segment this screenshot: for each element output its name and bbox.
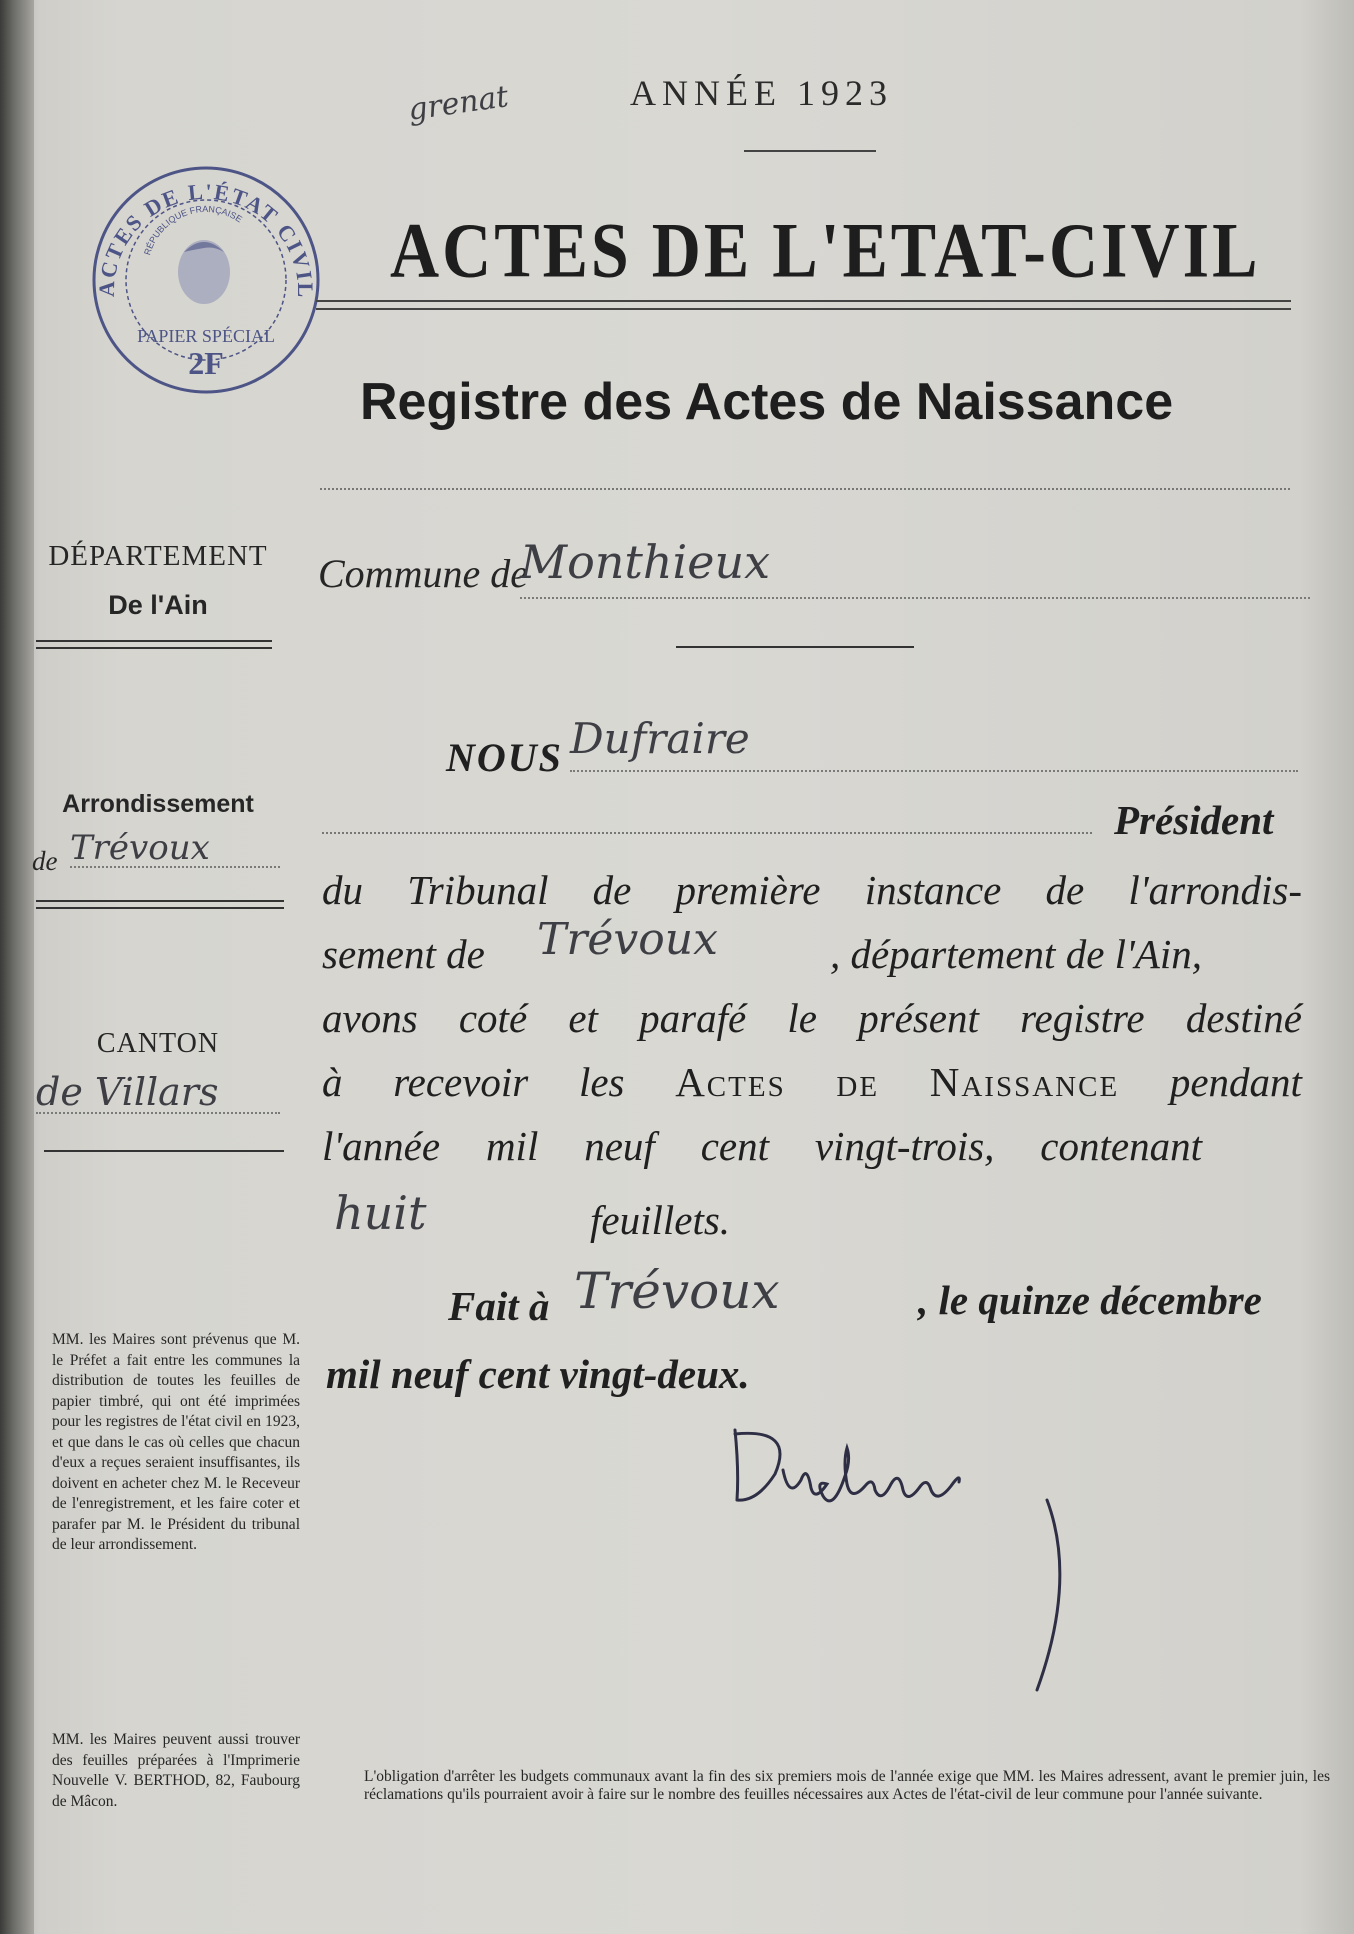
word: première	[675, 867, 821, 913]
word: avons	[322, 995, 418, 1041]
canton-field: de Villars	[36, 1070, 280, 1114]
department-value: De l'Ain	[108, 590, 208, 620]
page-title: ACTES DE L'ETAT-CIVIL	[390, 206, 1261, 294]
word: neuf	[584, 1123, 655, 1169]
word: Actes	[675, 1059, 786, 1105]
word: contenant	[1040, 1123, 1202, 1169]
word: registre	[1020, 995, 1145, 1041]
commune-label: Commune de	[318, 551, 528, 596]
president-signature	[725, 1420, 1085, 1700]
year-heading: ANNÉE 1923	[630, 73, 893, 113]
stamp-label: PAPIER SPÉCIAL	[137, 326, 275, 346]
arrondissement-rule	[36, 900, 284, 909]
word: du	[322, 867, 363, 913]
subtitle-dotted-rule	[320, 488, 1290, 490]
text-line-recevoir	[322, 1058, 1302, 1106]
feuillets-text: feuillets.	[590, 1197, 731, 1243]
date-year-text: mil neuf cent vingt-deux.	[326, 1351, 750, 1397]
place-handwritten: Trévoux	[574, 1262, 780, 1320]
word: vingt-trois,	[814, 1123, 995, 1169]
binding-spine	[0, 0, 34, 1934]
canton-label: CANTON	[96, 1028, 220, 1059]
year-underline	[744, 150, 876, 152]
arrondissement-prefix: de	[32, 846, 58, 876]
canton-rule	[44, 1150, 284, 1152]
word: mil	[485, 1123, 539, 1169]
title-double-rule	[316, 300, 1291, 310]
word: Naissance	[929, 1059, 1120, 1105]
stamp-price: 2F	[188, 345, 224, 381]
word: de	[592, 867, 632, 913]
word: parafé	[639, 995, 747, 1041]
word: Tribunal	[407, 867, 549, 913]
budget-notice: L'obligation d'arrêter les budgets communaux avant la fin des six premiers mois de l'année exige que MM. les Maires adressent, avant le premier juin, les réclamations qu'ils pourraient avoir à faire sur le nombre des feuilles nécessaires aux Actes de l'état-civil de leur commune pour l'année suivante.	[364, 1768, 1330, 1803]
word: pendant	[1169, 1059, 1302, 1105]
nous-label: NOUS	[446, 735, 563, 780]
arrondissement-handwritten: Trévoux	[537, 914, 718, 965]
commune-rule	[676, 646, 914, 648]
word: de	[836, 1059, 880, 1105]
word: de	[1045, 867, 1085, 913]
word: les	[578, 1059, 625, 1105]
word: à	[322, 1059, 343, 1105]
word: présent	[858, 995, 979, 1041]
date-text: , le quinze décembre	[918, 1277, 1262, 1323]
word: et	[568, 995, 598, 1041]
marianne-profile-icon	[178, 240, 230, 304]
mayors-notice-paper: MM. les Maires sont prévenus que M. le Préfet a fait entre les communes la distribution de toutes les feuilles de papier timbré, qui ont été imprimées pour les registres de l'état civil en 1923, et que dans le cas où celles que chacun d'eux a reçues seraient insuffisantes, ils doivent en acheter chez M. le Receveur de l'enregistrement, et les faire coter et parafer par M. le Président du tribunal de leur arrondissement.	[52, 1331, 300, 1553]
text-line-annee	[322, 1122, 1202, 1170]
register-subtitle: Registre des Actes de Naissance	[360, 373, 1174, 431]
stamp-inner-text: RÉPUBLIQUE FRANÇAISE	[142, 203, 244, 257]
word: cent	[700, 1123, 769, 1169]
text-line-avons	[322, 994, 1302, 1042]
stamp-ring-text: ACTES DE L'ÉTAT CIVIL	[93, 178, 319, 300]
arrondissement-label: Arrondissement	[62, 790, 254, 818]
word: l'année	[322, 1123, 441, 1169]
mayors-notice-printer: MM. les Maires peuvent aussi trouver des feuilles préparées à l'Imprimerie Nouvelle V. BERTHOD, 82, Faubourg de Mâcon.	[52, 1731, 300, 1810]
word: l'arrondis-	[1128, 867, 1302, 913]
word: destiné	[1185, 995, 1302, 1041]
word: coté	[458, 995, 528, 1041]
word: instance	[864, 867, 1002, 913]
president-dotted-line	[322, 832, 1092, 834]
text-line-tribunal	[322, 866, 1302, 914]
fiscal-stamp-seal	[86, 160, 326, 400]
margin-handwriting: grenat	[406, 79, 511, 128]
sement-text: sement de	[322, 931, 485, 977]
word: le	[787, 995, 817, 1041]
commune-field: Monthieux	[520, 535, 1310, 599]
president-name-field: Dufraire	[570, 714, 1298, 772]
word: recevoir	[393, 1059, 529, 1105]
department-rule	[36, 640, 272, 649]
departement-text: , département de l'Ain,	[830, 931, 1202, 977]
department-label: DÉPARTEMENT	[48, 540, 268, 572]
president-title: Président	[1114, 797, 1274, 843]
fait-label: Fait à	[448, 1283, 550, 1329]
leaf-count-handwritten: huit	[334, 1186, 427, 1240]
arrondissement-field: Trévoux	[70, 828, 280, 868]
